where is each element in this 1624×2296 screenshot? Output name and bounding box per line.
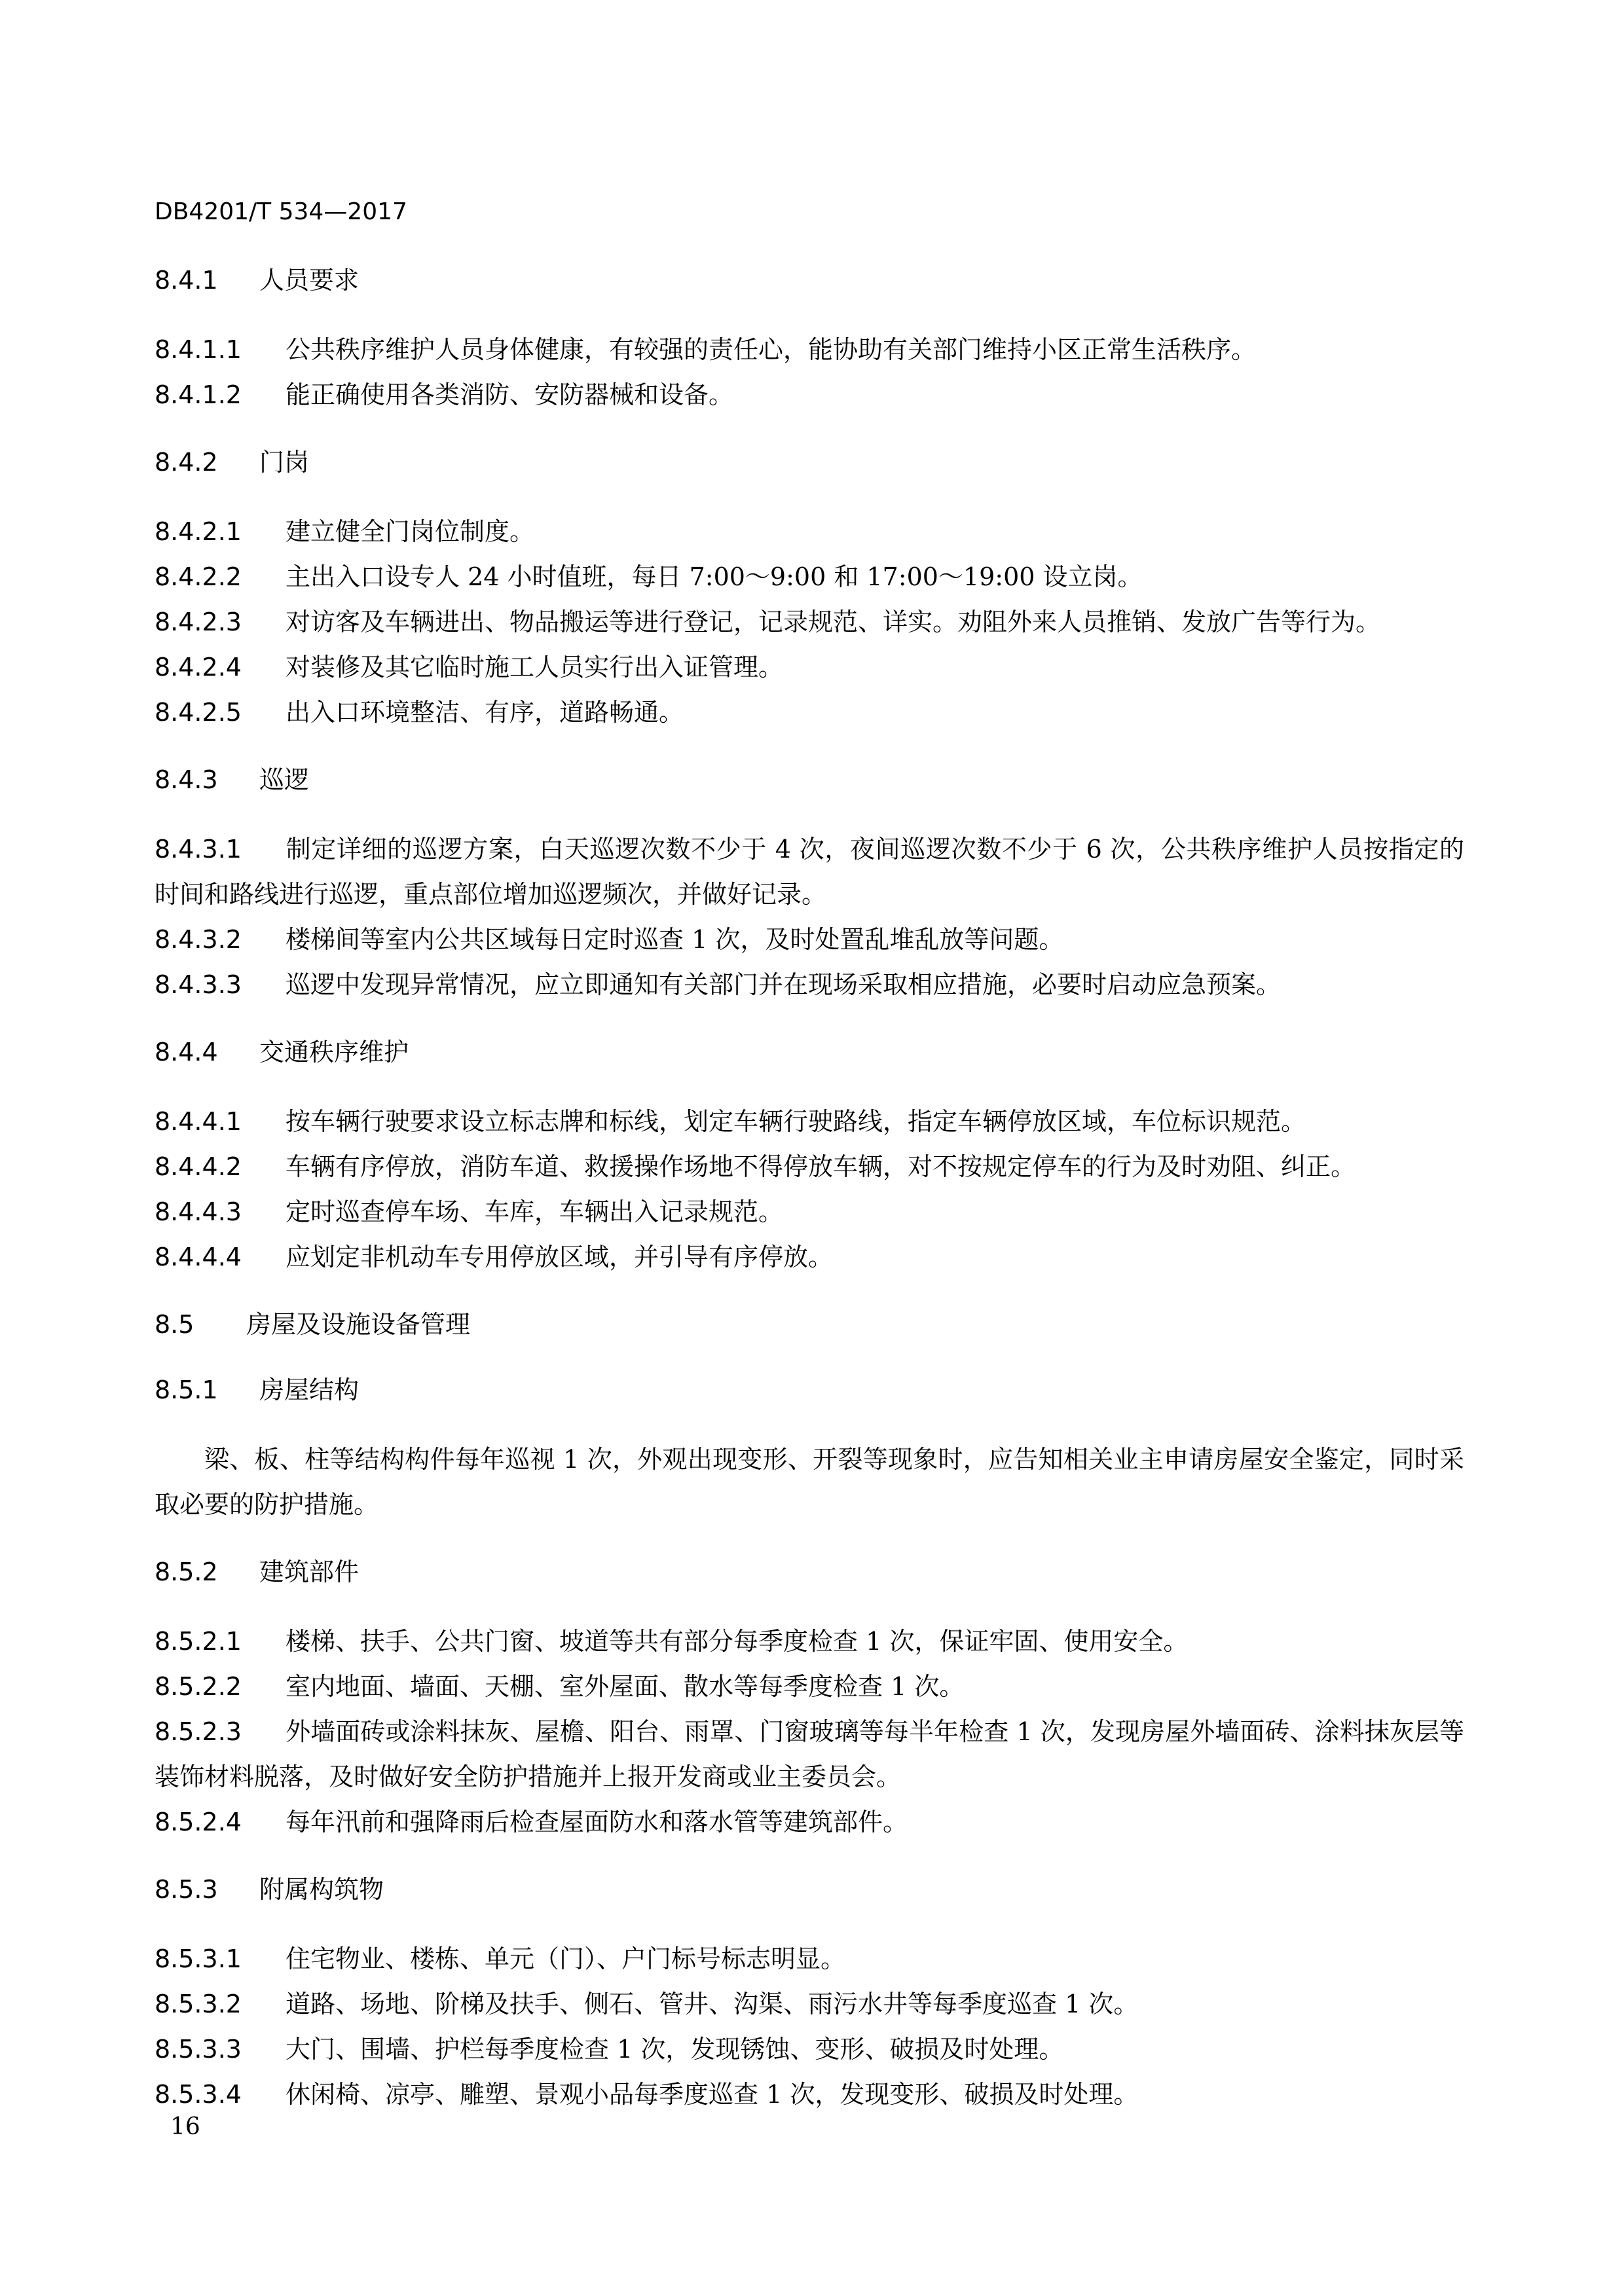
section-heading-8-4-4 xyxy=(155,1034,1464,1070)
paragraph-8-5-1: 梁、板、柱等结构构件每年巡视 1 次，外观出现变形、开裂等现象时，应告知相关业主申请房屋安全鉴定，同时采取必要的防护措施。 xyxy=(155,1445,1464,1519)
clause-8-4-4-4 xyxy=(155,1235,1464,1280)
clause-number: 8.4.2.1 xyxy=(155,517,242,546)
clause-number: 8.5.2.1 xyxy=(155,1627,242,1656)
clause-text: 能正确使用各类消防、安防器械和设备。 xyxy=(286,380,734,409)
clause-number: 8.4.4.3 xyxy=(155,1197,242,1226)
clause-number: 8.4.2.3 xyxy=(155,608,242,636)
clause-text: 每年汛前和强降雨后检查屋面防水和落水管等建筑部件。 xyxy=(286,1808,908,1836)
clause-text: 建立健全门岗位制度。 xyxy=(286,517,535,546)
clause-8-4-3-1 xyxy=(155,827,1464,917)
clause-number: 8.4.2.2 xyxy=(155,562,242,591)
section-heading-8-5 xyxy=(155,1306,1464,1343)
section-number: 8.5.3 xyxy=(155,1875,218,1904)
clause-8-4-2-5 xyxy=(155,690,1464,735)
clause-text: 按车辆行驶要求设立标志牌和标线，划定车辆行驶路线，指定车辆停放区域，车位标识规范。 xyxy=(286,1107,1306,1136)
clause-text: 车辆有序停放，消防车道、救援操作场地不得停放车辆，对不按规定停车的行为及时劝阻、纠正。 xyxy=(286,1152,1356,1181)
standard-code: DB4201/T 534—2017 xyxy=(155,198,407,225)
clause-8-5-3-3 xyxy=(155,2027,1464,2072)
clause-8-5-3-1 xyxy=(155,1937,1464,1982)
clause-8-4-4-3 xyxy=(155,1190,1464,1235)
clause-8-4-2-3 xyxy=(155,600,1464,645)
clause-8-4-4-1 xyxy=(155,1099,1464,1144)
section-number: 8.4.3 xyxy=(155,765,218,794)
section-heading-8-5-2 xyxy=(155,1554,1464,1590)
clause-8-5-2-3 xyxy=(155,1709,1464,1800)
clause-8-4-1-1 xyxy=(155,327,1464,373)
clause-text: 楼梯、扶手、公共门窗、坡道等共有部分每季度检查 1 次，保证牢固、使用安全。 xyxy=(286,1627,1189,1656)
clause-text: 楼梯间等室内公共区域每日定时巡查 1 次，及时处置乱堆乱放等问题。 xyxy=(286,925,1064,954)
clause-text: 定时巡查停车场、车库，车辆出入记录规范。 xyxy=(286,1197,784,1226)
page-number: 16 xyxy=(170,2113,200,2140)
clause-8-4-3-2 xyxy=(155,917,1464,962)
clause-number: 8.4.3.2 xyxy=(155,925,242,954)
clause-text: 巡逻中发现异常情况，应立即通知有关部门并在现场采取相应措施，必要时启动应急预案。 xyxy=(286,970,1282,999)
clause-8-5-2-2 xyxy=(155,1664,1464,1709)
clause-text: 大门、围墙、护栏每季度检查 1 次，发现锈蚀、变形、破损及时处理。 xyxy=(286,2035,1064,2064)
clause-number: 8.4.1.2 xyxy=(155,380,242,409)
clause-text: 应划定非机动车专用停放区域，并引导有序停放。 xyxy=(286,1243,834,1271)
clause-8-4-2-4 xyxy=(155,645,1464,690)
section-title: 交通秩序维护 xyxy=(259,1038,409,1066)
clause-text: 主出入口设专人 24 小时值班，每日 7:00～9:00 和 17:00～19:00 设立岗。 xyxy=(286,562,1143,591)
clause-number: 8.5.3.3 xyxy=(155,2035,242,2064)
clause-number: 8.5.3.4 xyxy=(155,2080,242,2109)
clause-text: 对装修及其它临时施工人员实行出入证管理。 xyxy=(286,653,784,682)
clause-number: 8.4.3.1 xyxy=(155,835,242,864)
clause-number: 8.4.4.1 xyxy=(155,1107,242,1136)
clause-number: 8.4.4.4 xyxy=(155,1243,242,1271)
section-number: 8.4.2 xyxy=(155,448,218,477)
clause-text: 外墙面砖或涂料抹灰、屋檐、阳台、雨罩、门窗玻璃等每半年检查 1 次，发现房屋外墙面砖、涂料抹灰层等装饰材料脱落，及时做好安全防护措施并上报开发商或业主委员会。 xyxy=(155,1717,1464,1791)
section-number: 8.4.1 xyxy=(155,266,218,295)
clause-number: 8.5.2.3 xyxy=(155,1717,242,1746)
clause-8-5-3-2 xyxy=(155,1982,1464,2027)
section-heading-8-5-3 xyxy=(155,1871,1464,1908)
clause-number: 8.5.2.4 xyxy=(155,1808,242,1836)
clause-8-4-1-2 xyxy=(155,373,1464,418)
clause-number: 8.4.4.2 xyxy=(155,1152,242,1181)
clause-8-5-2-1 xyxy=(155,1619,1464,1664)
section-number: 8.5 xyxy=(155,1310,194,1339)
clause-text: 对访客及车辆进出、物品搬运等进行登记，记录规范、详实。劝阻外来人员推销、发放广告等行为。 xyxy=(286,608,1381,636)
clause-8-4-2-2 xyxy=(155,555,1464,600)
clause-number: 8.5.3.1 xyxy=(155,1944,242,1973)
section-number: 8.5.2 xyxy=(155,1558,218,1586)
clause-8-4-4-2 xyxy=(155,1144,1464,1190)
clause-text: 休闲椅、凉亭、雕塑、景观小品每季度巡查 1 次，发现变形、破损及时处理。 xyxy=(286,2080,1139,2109)
document-body xyxy=(155,262,1464,2117)
section-heading-8-4-2 xyxy=(155,444,1464,481)
section-heading-8-4-3 xyxy=(155,761,1464,798)
section-title: 附属构筑物 xyxy=(259,1875,384,1904)
clause-8-4-2-1 xyxy=(155,509,1464,555)
section-number: 8.5.1 xyxy=(155,1376,218,1404)
section-heading-8-5-1 xyxy=(155,1372,1464,1408)
clause-8-5-3-4 xyxy=(155,2072,1464,2117)
clause-number: 8.4.3.3 xyxy=(155,970,242,999)
clause-8-5-2-4 xyxy=(155,1800,1464,1845)
section-number: 8.4.4 xyxy=(155,1038,218,1066)
clause-number: 8.4.2.5 xyxy=(155,698,242,727)
section-title: 人员要求 xyxy=(259,266,360,295)
clause-number: 8.4.1.1 xyxy=(155,335,242,364)
section-title: 巡逻 xyxy=(259,765,310,794)
clause-text: 室内地面、墙面、天棚、室外屋面、散水等每季度检查 1 次。 xyxy=(286,1672,965,1701)
section-title: 建筑部件 xyxy=(259,1558,360,1586)
clause-text: 住宅物业、楼栋、单元（门）、户门标号标志明显。 xyxy=(286,1944,846,1973)
clause-number: 8.5.2.2 xyxy=(155,1672,242,1701)
section-title: 门岗 xyxy=(259,448,310,477)
clause-text: 制定详细的巡逻方案，白天巡逻次数不少于 4 次，夜间巡逻次数不少于 6 次，公共秩序维护人员按指定的时间和路线进行巡逻，重点部位增加巡逻频次，并做好记录。 xyxy=(155,835,1464,909)
clause-number: 8.5.3.2 xyxy=(155,1990,242,2018)
clause-text: 出入口环境整洁、有序，道路畅通。 xyxy=(286,698,684,727)
clause-8-4-3-3 xyxy=(155,962,1464,1008)
section-heading-8-4-1 xyxy=(155,262,1464,299)
section-title: 房屋结构 xyxy=(259,1376,360,1404)
clause-text: 公共秩序维护人员身体健康，有较强的责任心，能协助有关部门维持小区正常生活秩序。 xyxy=(286,335,1257,364)
clause-text: 道路、场地、阶梯及扶手、侧石、管井、沟渠、雨污水井等每季度巡查 1 次。 xyxy=(286,1990,1139,2018)
section-title: 房屋及设施设备管理 xyxy=(246,1310,471,1339)
clause-number: 8.4.2.4 xyxy=(155,653,242,682)
